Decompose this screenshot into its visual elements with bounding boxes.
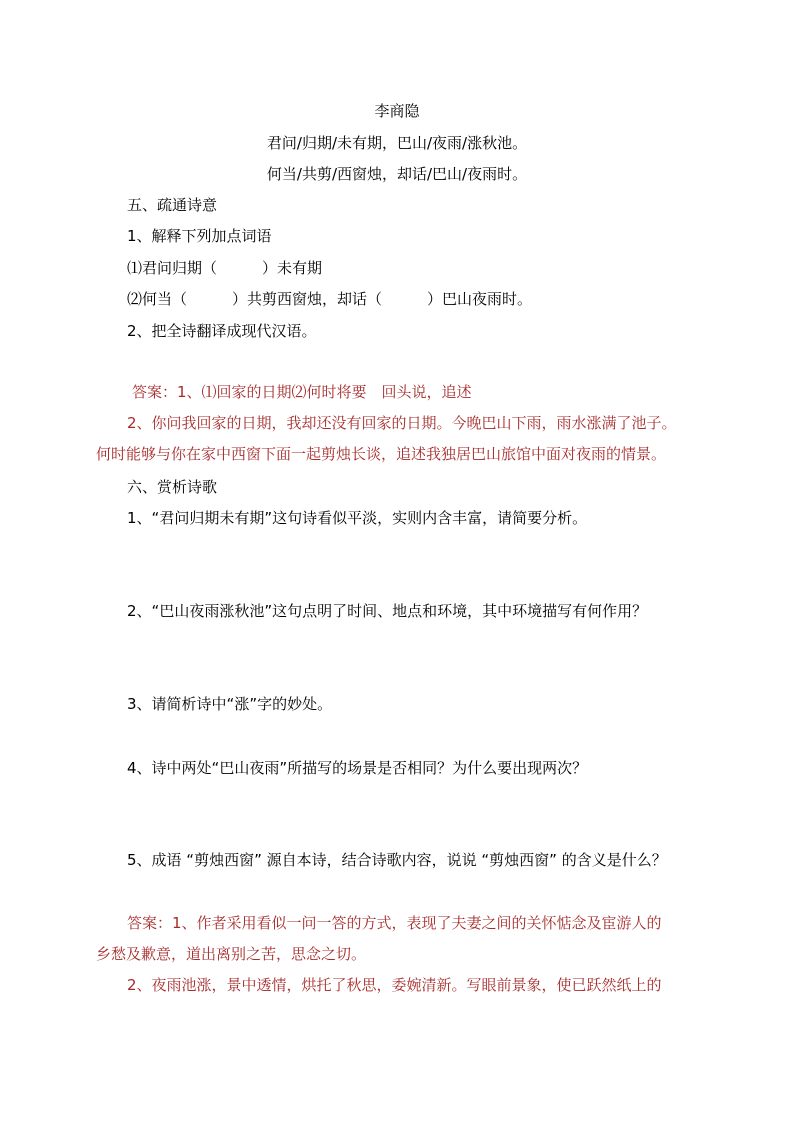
answer-label: 答案： [132,383,178,401]
section-5-question-2: 2、把全诗翻译成现代汉语。 [127,322,317,340]
section-6-question-1: 1、“君问归期未有期”这句诗看似平淡，实则内含丰富，请简要分析。 [127,509,588,527]
section-6-answer-2-line-1: 2、夜雨池涨，景中透情，烘托了秋思，委婉清新。写眼前景象，使已跃然纸上的 [127,976,662,994]
answer-label: 答案： [127,914,173,932]
section-5-question-1b: ⑵何当（ ）共剪西窗烛，却话（ ）巴山夜雨时。 [127,290,533,308]
section-6-heading: 六、赏析诗歌 [127,478,218,496]
section-6-question-4: 4、诗中两处“巴山夜雨”所描写的场景是否相同？为什么要出现两次？ [127,759,588,777]
section-6-question-5: 5、成语 “剪烛西窗” 源自本诗，结合诗歌内容，说说 “剪烛西窗” 的含义是什么？ [127,851,667,869]
section-6-question-2: 2、“巴山夜雨涨秋池”这句点明了时间、地点和环境，其中环境描写有何作用？ [127,602,648,620]
answer-text: 1、⑴回家的日期⑵何时将要 回头说，追述 [177,383,472,401]
section-5-answer-1 [132,382,472,402]
section-5-question-1a: ⑴君问归期（ ）未有期 [127,259,323,277]
poem-author: 李商隐 [374,102,420,120]
poem-line-2: 何当/共剪/西窗烛，却话/巴山/夜雨时。 [266,165,528,183]
section-6-answer-1-line-1 [127,913,662,933]
section-5-question-1: 1、解释下列加点词语 [127,227,272,245]
section-5-answer-2-line-2: 何时能够与你在家中西窗下面一起剪烛长谈，追述我独居巴山旅馆中面对夜雨的情景。 [96,445,667,463]
section-6-answer-1-line-2: 乡愁及歉意，道出离别之苦，思念之切。 [96,945,367,963]
section-5-answer-2-line-1: 2、你问我回家的日期，我却还没有回家的日期。今晚巴山下雨，雨水涨满了池子。 [127,414,677,432]
section-5-heading: 五、疏通诗意 [127,196,218,214]
answer-text: 1、作者采用看似一问一答的方式，表现了夫妻之间的关怀惦念及宦游人的 [172,914,662,932]
section-6-question-3: 3、请简析诗中“涨”字的妙处。 [127,695,333,713]
poem-line-1: 君问/归期/未有期，巴山/夜雨/涨秋池。 [266,134,528,152]
